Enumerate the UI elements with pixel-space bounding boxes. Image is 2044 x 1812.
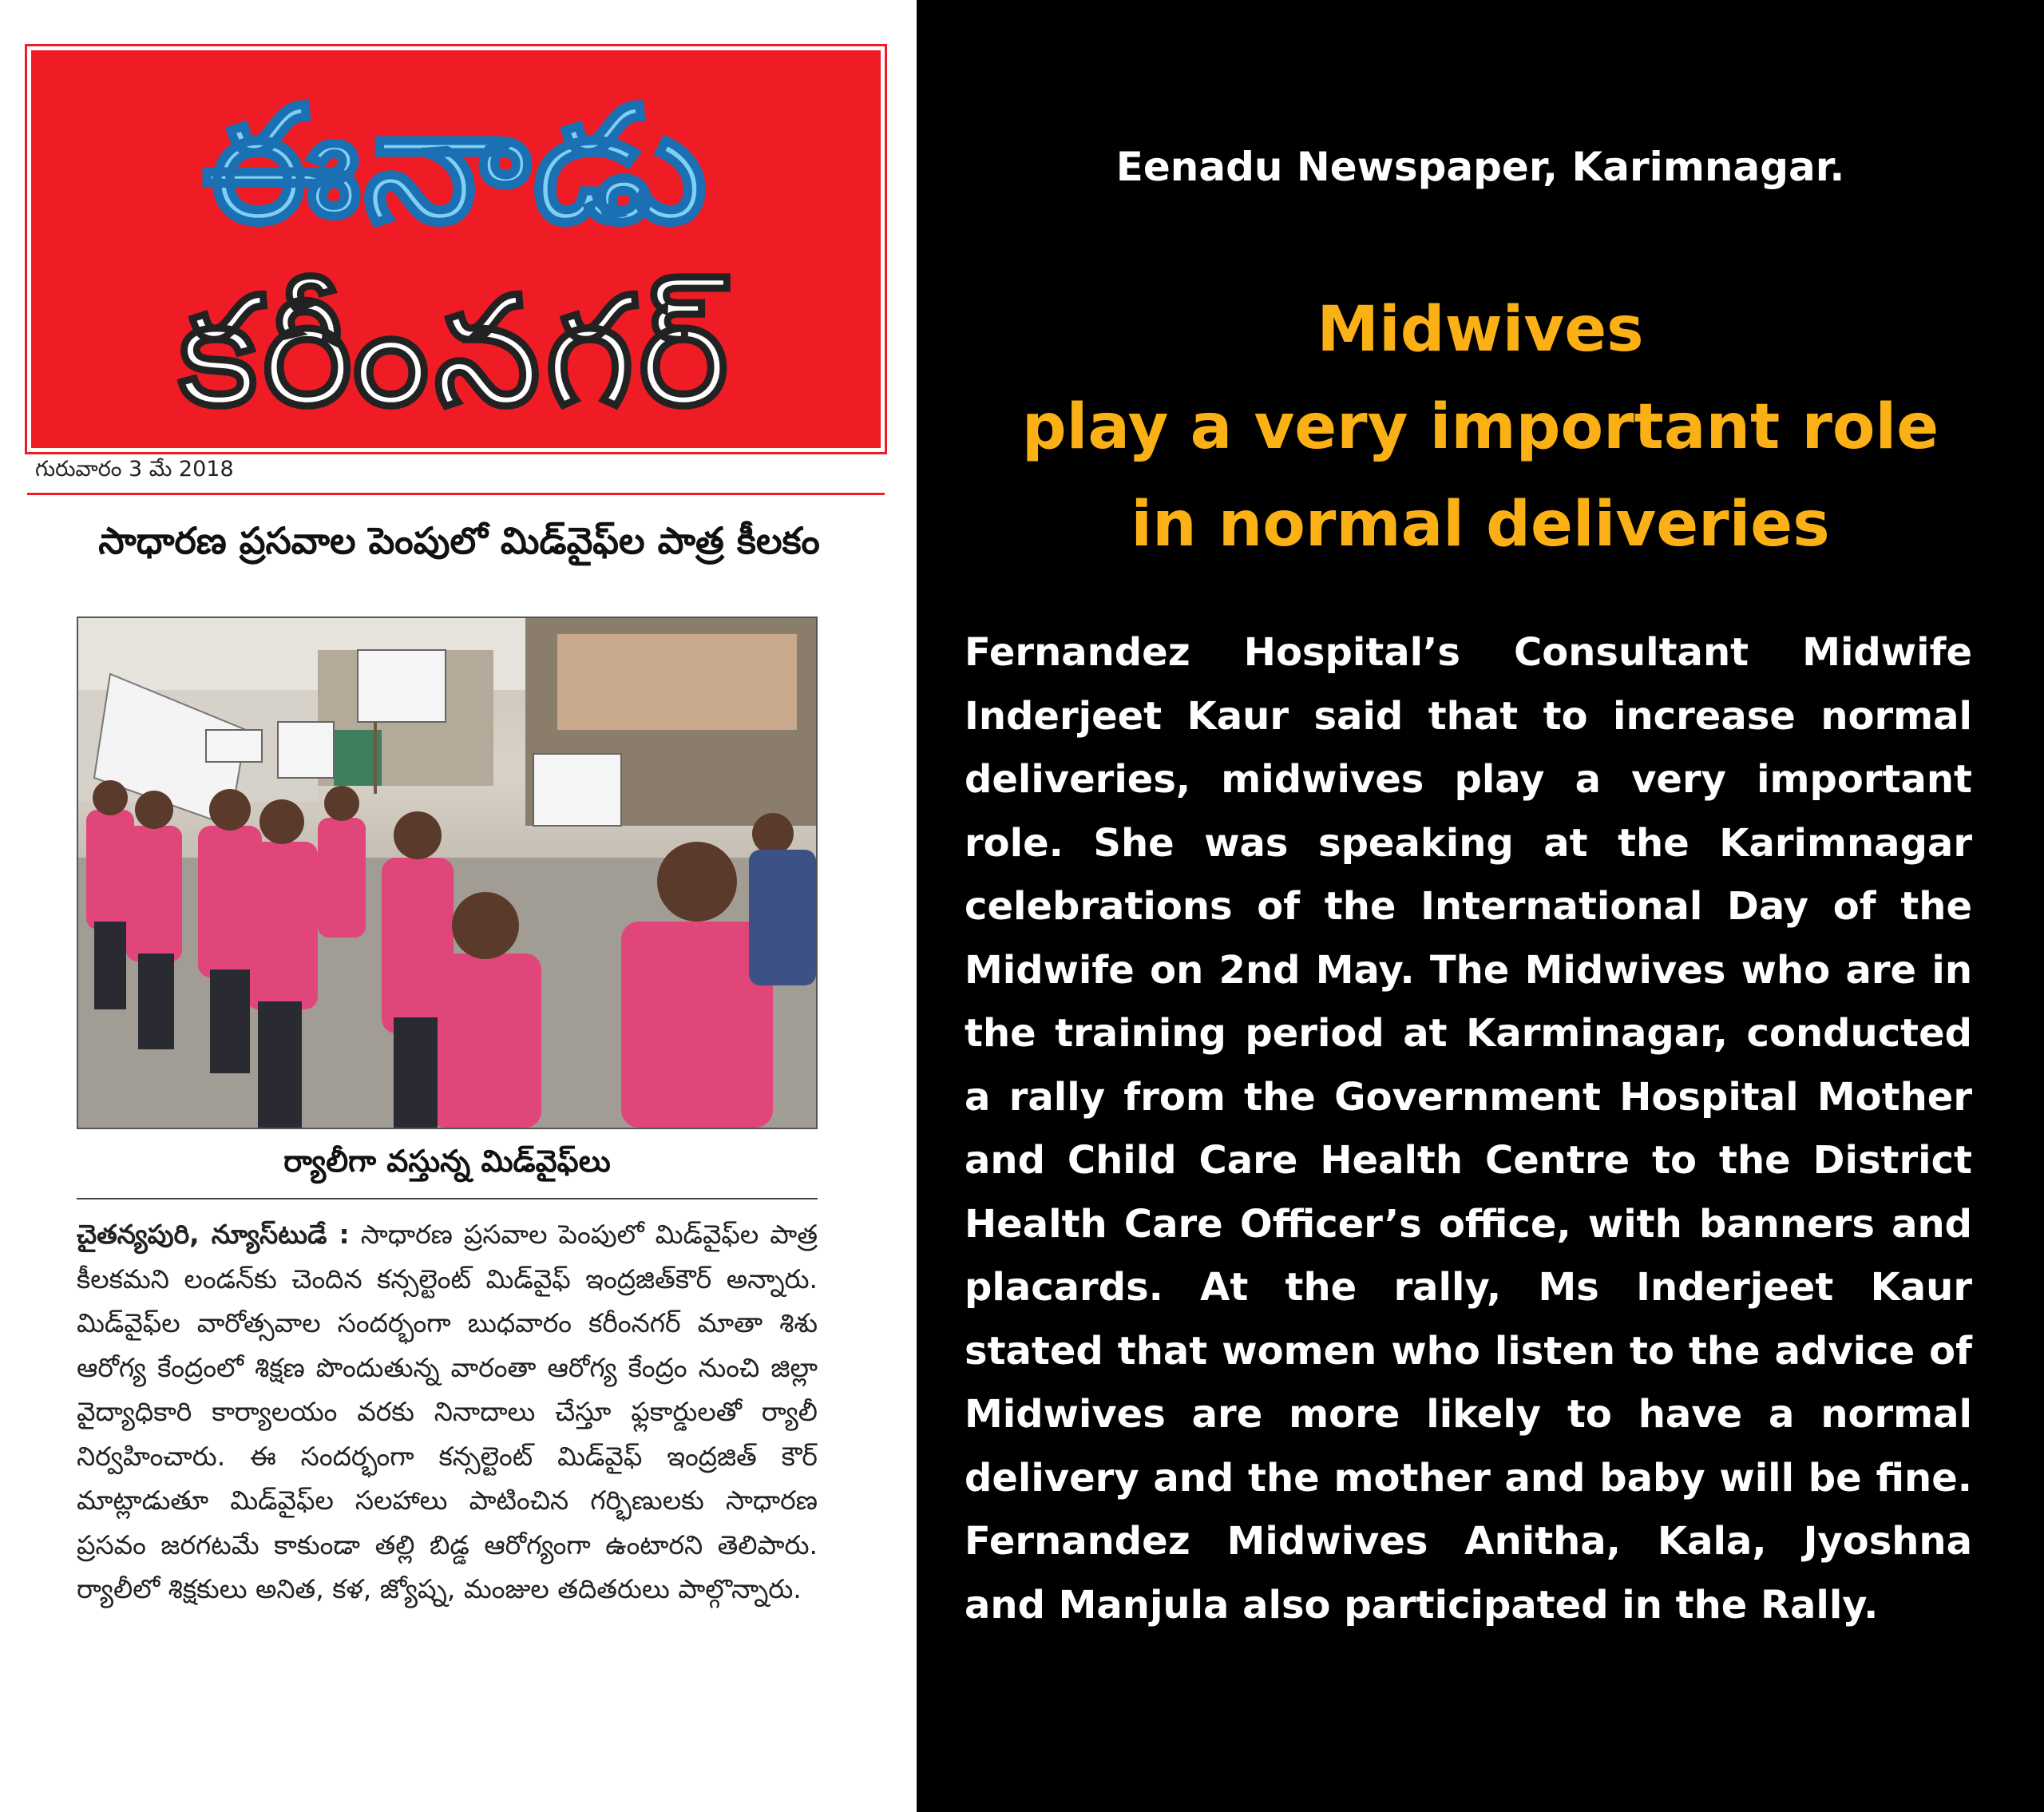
caption-divider <box>77 1198 818 1199</box>
rally-photo <box>77 617 818 1129</box>
summary-body: Fernandez Hospital’s Consultant Midwife Inderjeet Kaur said that to increase normal deliveries, midwives play a very important role. She was speaking at the Karimnagar celebrations of the International Day of the Midwife on 2nd May. The Midwives who are in the training period at Karminagar, conducted a rally from the Government Hospital Mother and Child Care Health Centre to the District Health Care Officer’s office, with banners and placards. At the rally, Ms Inderjeet Kaur stated that women who listen to the advice of Midwives are more likely to have a normal delivery and the mother and baby will be fine. Fernandez Midwives Anitha, Kala, Jyoshna and Manjula also participated in the Rally. <box>965 630 1972 1628</box>
summary-title <box>917 281 2044 573</box>
summary-title-line-3: in normal deliveries <box>1131 489 1830 561</box>
english-summary-panel <box>917 0 2044 1812</box>
issue-date: గురువారం 3 మే 2018 <box>35 457 234 482</box>
masthead-logo <box>27 46 885 452</box>
article-dateline: చైతన్యపురి, న్యూస్‌టుడే : <box>77 1219 350 1250</box>
article-headline: సాధారణ ప్రసవాల పెంపులో మిడ్‌వైఫ్‌ల పాత్ర కీలకం <box>98 519 820 562</box>
header-divider <box>27 493 885 495</box>
summary-title-line-2: play a very important role <box>1021 391 1939 463</box>
masthead-title: ఈనాడు <box>202 73 710 259</box>
source-label: Eenadu Newspaper, Karimnagar. <box>1115 144 1845 190</box>
newspaper-clipping <box>0 0 917 1812</box>
article-body-text: సాధారణ ప్రసవాల పెంపులో మిడ్‌వైఫ్‌ల పాత్ర కీలకమని లండన్‌కు చెందిన కన్సల్టెంట్ మిడ్‌వైఫ్ ఇంద్రజిత్‌కౌర్ అన్నారు. మిడ్‌వైఫ్‌ల వారోత్సవాల సందర్భంగా బుధవారం కరీంనగర్ మాతా శిశు ఆరోగ్య కేంద్రంలో శిక్షణ పొందుతున్న వారంతా ఆరోగ్య కేంద్రం నుంచి జిల్లా వైద్యాధికారి కార్యాలయం వరకు నినాదాలు చేస్తూ ఫ్లకార్డులతో ర్యాలీ నిర్వహించారు. ఈ సందర్భంగా కన్సల్టెంట్ మిడ్‌వైఫ్ ఇంద్రజిత్ కౌర్ మాట్లాడుతూ మిడ్‌వైఫ్‌ల సలహాలు పాటించిన గర్భిణులకు సాధారణ ప్రసవం జరగటమే కాకుండా తల్లి బిడ్డ ఆరోగ్యంగా ఉంటారని తెలిపారు. ర్యాలీలో శిక్షకులు అనిత, కళ, జ్యోష్న, మంజుల తదితరులు పాల్గొన్నారు. <box>77 1219 818 1604</box>
article-body <box>77 1212 818 1612</box>
summary-title-line-1: Midwives <box>1317 294 1644 366</box>
photo-caption: ర్యాలీగా వస్తున్న మిడ్‌వైఫ్‌లు <box>283 1144 611 1179</box>
masthead-city: కరీంనగర్ <box>178 264 734 440</box>
